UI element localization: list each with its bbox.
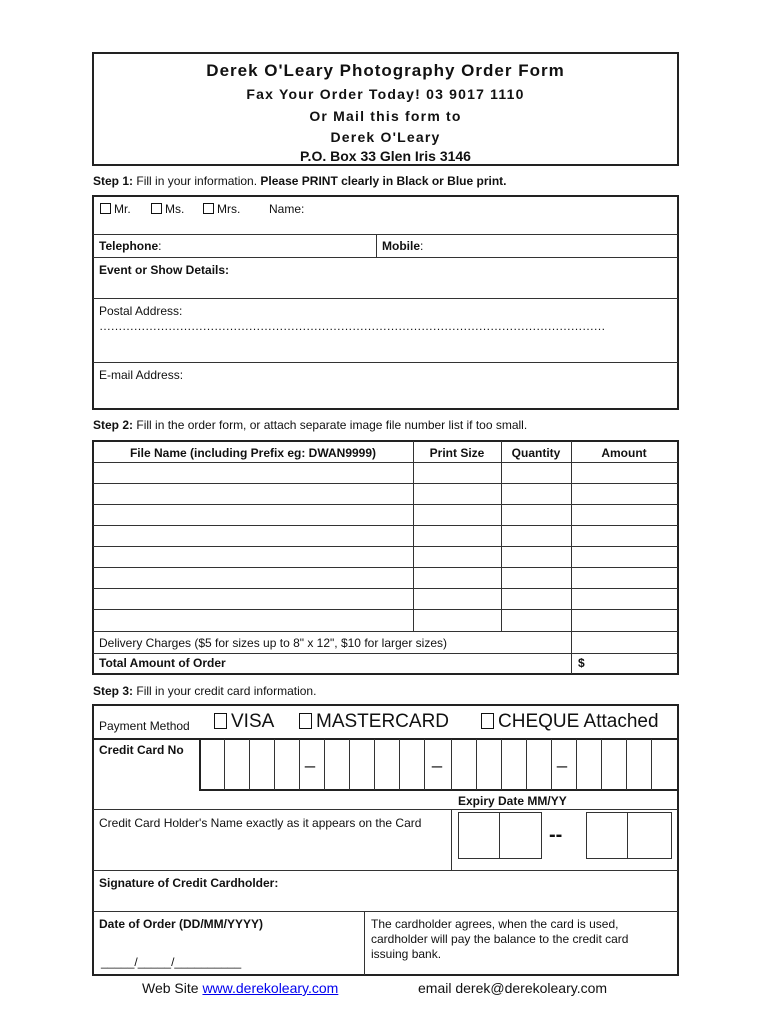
header-box [92,52,679,166]
website-footer [142,980,338,996]
title-checkbox-ms[interactable] [151,202,184,216]
form-title: Derek O'Leary Photography Order Form [206,61,565,80]
card-digit-box[interactable] [526,739,527,790]
expiry-box-y2[interactable] [628,812,672,859]
step3-label: Step 3: [93,684,134,698]
cheque-label: CHEQUE Attached [498,711,659,732]
table-row[interactable] [93,462,678,463]
payment-option-cheque[interactable] [481,711,659,733]
mobile-field[interactable] [382,239,423,253]
table-row[interactable] [93,609,678,610]
step1-instruction [93,174,507,188]
title-ms-label: Ms. [165,202,185,216]
cardholder-name-label: Credit Card Holder's Name exactly as it appears on the Card [99,816,422,830]
email-footer [418,980,607,996]
postal-address-label: Postal Address: [99,304,183,318]
divider [93,234,678,235]
card-separator: _ [557,748,568,768]
card-digit-box[interactable] [349,739,350,790]
divider [93,298,678,299]
card-digit-box[interactable] [651,739,652,790]
website-link[interactable]: www.derekoleary.com [202,980,339,996]
table-row[interactable] [93,631,678,632]
checkbox-icon[interactable] [214,713,227,729]
table-row[interactable] [93,588,678,589]
card-digit-box[interactable] [374,739,375,790]
fax-line: Fax Your Order Today! 03 9017 1110 [246,86,525,102]
card-digit-box[interactable] [399,739,400,790]
expiry-box-y1[interactable] [586,812,628,859]
payment-option-mastercard[interactable] [299,711,449,733]
name-label: Name: [269,202,305,216]
card-digit-box[interactable] [576,739,577,790]
divider [199,739,201,790]
payment-option-visa[interactable] [214,711,274,733]
card-digit-box[interactable] [274,739,275,790]
email-label: email [418,980,452,996]
step1-text: Fill in your information. [136,174,258,188]
title-checkbox-mr[interactable] [100,202,131,216]
date-of-order-blank[interactable]: _____/_____/__________ [101,955,242,969]
divider [93,738,678,740]
card-digit-box[interactable] [451,739,452,790]
checkbox-icon[interactable] [100,203,111,214]
card-digit-box[interactable] [249,739,250,790]
checkbox-icon[interactable] [203,203,214,214]
postal-address-dotted-line[interactable]: …………………………………………………………………………………………………………………… [99,319,605,333]
mastercard-label: MASTERCARD [316,711,450,732]
step3-instruction [93,684,316,698]
checkbox-icon[interactable] [481,713,494,729]
divider [364,911,365,975]
card-digit-box[interactable] [324,739,325,790]
step1-bold-text: Please PRINT clearly in Black or Blue print. [260,174,507,188]
step2-text: Fill in the order form, or attach separate image file number list if too small. [136,418,528,432]
card-separator: _ [305,748,316,768]
card-digit-box[interactable] [299,739,300,790]
divider [376,234,377,257]
telephone-label: Telephone [99,239,159,253]
table-row[interactable] [93,653,678,654]
divider [93,809,678,810]
email-address-label: E-mail Address: [99,368,184,382]
column-print-size: Print Size [429,446,485,460]
divider [93,870,678,871]
card-digit-box[interactable] [501,739,502,790]
recipient-name: Derek O'Leary [330,129,441,145]
po-box-address: P.O. Box 33 Glen Iris 3146 [300,148,471,164]
telephone-field[interactable] [99,239,161,253]
total-amount-label: Total Amount of Order [99,656,226,670]
step2-instruction [93,418,527,432]
email-address[interactable]: derek@derekoleary.com [455,980,608,996]
expiry-box-m2[interactable] [500,812,542,859]
expiry-box-m1[interactable] [458,812,500,859]
column-amount: Amount [601,446,647,460]
visa-label: VISA [231,711,275,732]
signature-label: Signature of Credit Cardholder: [99,876,279,890]
divider [501,441,502,631]
mobile-colon: : [420,239,424,253]
card-digit-box[interactable] [601,739,602,790]
column-file-name: File Name (including Prefix eg: DWAN9999) [129,446,377,460]
currency-symbol: $ [578,656,585,670]
expiry-separator: -- [549,824,563,846]
divider [199,789,678,791]
card-digit-box[interactable] [551,739,552,790]
table-row[interactable] [93,546,678,547]
card-separator: _ [432,748,443,768]
date-of-order-label: Date of Order (DD/MM/YYYY) [99,917,264,931]
mobile-label: Mobile [382,239,420,253]
table-row[interactable] [93,504,678,505]
event-details-label: Event or Show Details: [99,263,230,277]
table-row[interactable] [93,567,678,568]
table-row[interactable] [93,525,678,526]
payment-method-label: Payment Method [99,719,190,733]
credit-card-number-label: Credit Card No [99,743,184,757]
delivery-charges-label: Delivery Charges ($5 for sizes up to 8" x 12", $10 for larger sizes) [99,636,447,650]
divider [93,257,678,258]
table-row[interactable] [93,483,678,484]
title-checkbox-mrs[interactable] [203,202,240,216]
divider [413,441,414,631]
divider [451,809,452,871]
mail-line: Or Mail this form to [309,108,462,124]
expiry-date-label: Expiry Date MM/YY [458,794,567,808]
divider [571,441,572,674]
website-label: Web Site [142,980,199,996]
checkbox-icon[interactable] [151,203,162,214]
checkbox-icon[interactable] [299,713,312,729]
title-mrs-label: Mrs. [217,202,241,216]
card-digit-box[interactable] [476,739,477,790]
cardholder-agreement: The cardholder agrees, when the card is used, cardholder will pay the balance to the credit card issuing bank. [371,917,629,961]
step2-label: Step 2: [93,418,134,432]
column-quantity: Quantity [511,446,561,460]
card-digit-box[interactable] [626,739,627,790]
card-digit-box[interactable] [224,739,225,790]
step1-label: Step 1: [93,174,134,188]
divider [93,362,678,363]
telephone-colon: : [158,239,162,253]
divider [93,911,678,912]
step3-text: Fill in your credit card information. [136,684,317,698]
card-digit-box[interactable] [424,739,425,790]
title-mr-label: Mr. [114,202,131,216]
